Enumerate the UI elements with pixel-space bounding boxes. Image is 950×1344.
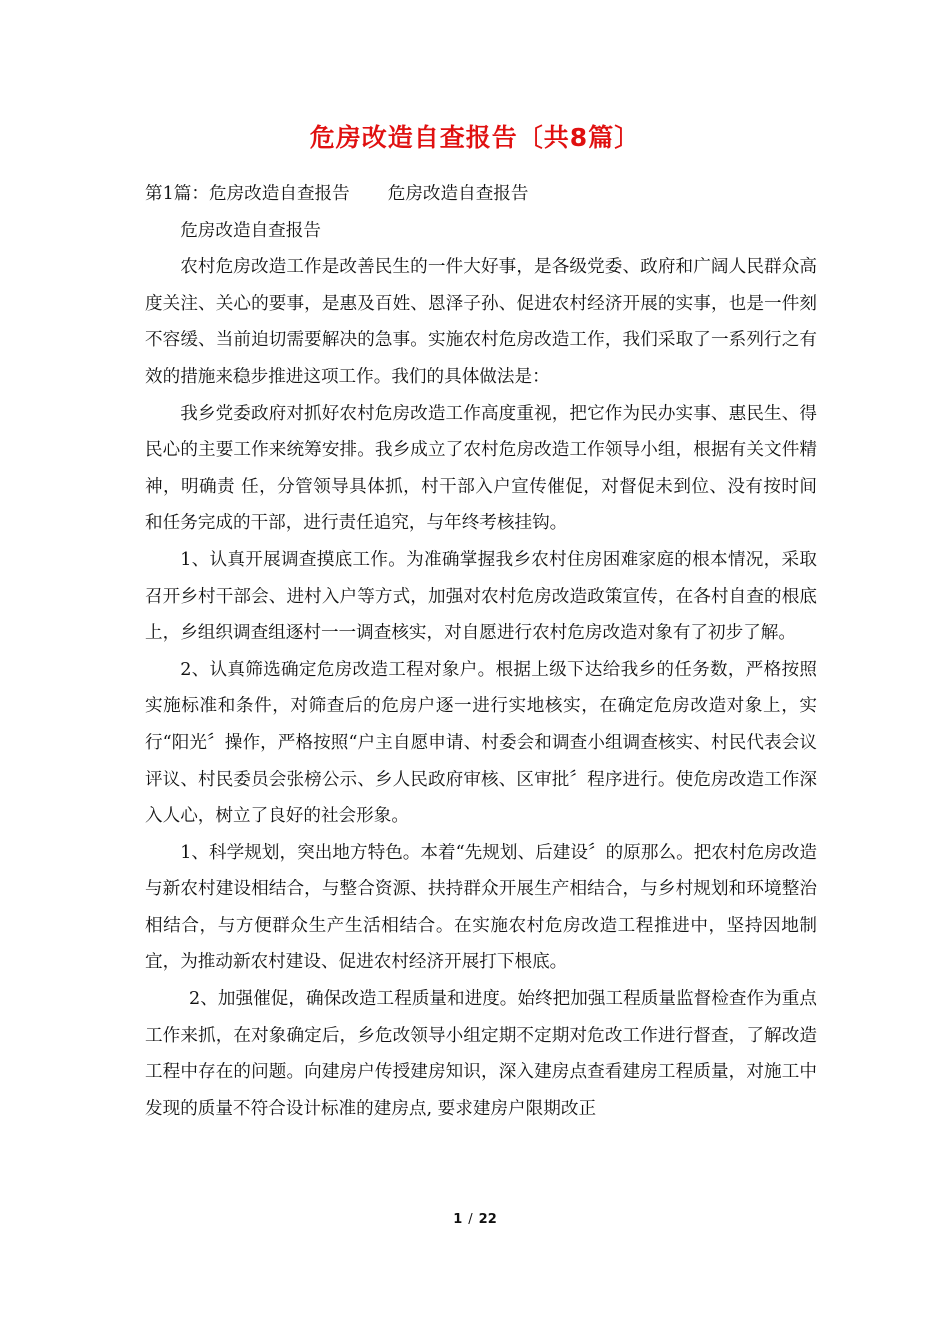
paragraph: 1、科学规划，突出地方特色。本着“先规划、后建设〞的原那么。把农村危房改造与新农村建设相结合，与整合资源、扶持群众开展生产相结合，与乡村规划和环境整治相结合，与方便群众生产生活相结合。在实施农村危房改造工程推进中，坚持因地制宜，为推动新农村建设、促进农村经济开展打下根底。 xyxy=(145,842,817,973)
paragraph: 2、认真筛选确定危房改造工程对象户。根据上级下达给我乡的任务数，严格按照实施标准和条件，对筛查后的危房户逐一进行实地核实，在确定危房改造对象上，实行“阳光〞操作，严格按照“户主自愿申请、村委会和调查小组调查核实、村民代表会议评议、村民委员会张榜公示、乡人民政府审核、区审批〞程序进行。使危房改造工作深入人心，树立了良好的社会形象。 xyxy=(145,659,817,827)
current-page-number: 1 xyxy=(453,1212,463,1227)
document-body xyxy=(145,176,817,1127)
document-title: 危房改造自查报告〔共8篇〕 xyxy=(309,123,641,152)
paragraph: 农村危房改造工作是改善民生的一件大好事，是各级党委、政府和广阔人民群众高度关注、关心的要事，是惠及百姓、恩泽子孙、促进农村经济开展的实事，也是一件刻不容缓、当前迫切需要解决的急事。实施农村危房改造工作，我们采取了一系列行之有效的措施来稳步推进这项工作。我们的具体做法是： xyxy=(145,257,817,387)
chapter-heading xyxy=(145,176,817,213)
chapter-subtitle: 危房改造自查报告 xyxy=(180,220,321,241)
paragraph: 我乡党委政府对抓好农村危房改造工作高度重视，把它作为民办实事、惠民生、得民心的主要工作来统筹安排。我乡成立了农村危房改造工作领导小组，根据有关文件精神，明确责 任，分管领导具体抓，村干部入户宣传催促，对督促未到位、没有按时间和任务完成的干部，进行责任追究，与年终考核挂钩。 xyxy=(145,403,817,534)
total-pages: 22 xyxy=(478,1212,497,1227)
page-separator: / xyxy=(468,1212,473,1227)
chapter-heading-prefix: 第1篇：危房改造自查报告 xyxy=(145,184,350,204)
paragraph: 1、认真开展调查摸底工作。为准确掌握我乡农村住房困难家庭的根本情况，采取召开乡村干部会、进村入户等方式，加强对农村危房改造政策宣传，在各村自查的根底上，乡组织调查组逐村一一调查核实，对自愿进行农村危房改造对象有了初步了解。 xyxy=(145,549,817,644)
chapter-heading-suffix: 危房改造自查报告 xyxy=(387,184,529,204)
paragraph: 2、加强催促，确保改造工程质量和进度。始终把加强工程质量监督检查作为重点工作来抓，在对象确定后，乡危改领导小组定期不定期对危改工作进行督查，了解改造工程中存在的问题。向建房户传授建房知识，深入建房点查看建房工程质量，对施工中发现的质量不符合设计标准的建房点, 要求建房户限期改正 xyxy=(145,989,817,1119)
page-number xyxy=(0,1212,950,1227)
